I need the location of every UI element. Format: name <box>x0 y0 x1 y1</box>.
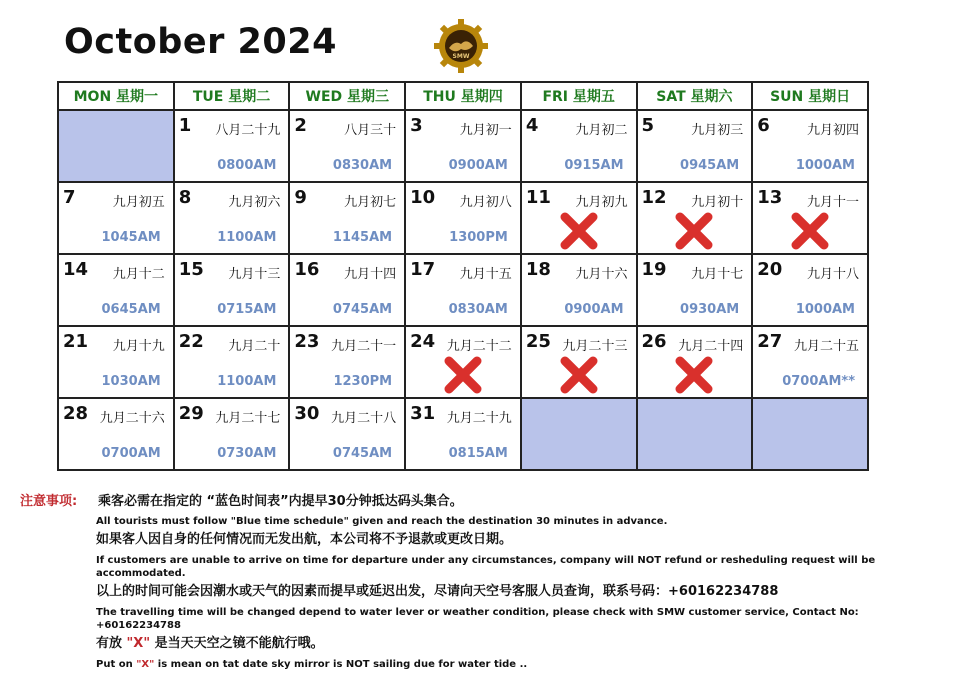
lunar-date: 九月初一 <box>459 123 512 138</box>
day-cell <box>174 254 290 326</box>
day-cell <box>752 182 868 254</box>
departure-time: 1000AM <box>795 158 855 173</box>
empty-day-cell <box>521 398 637 470</box>
departure-time: 0645AM <box>101 302 161 317</box>
departure-time: 1145AM <box>332 230 393 245</box>
day-cell <box>174 110 290 182</box>
lunar-date: 九月二十四 <box>678 339 744 354</box>
calendar-week-row <box>58 110 868 182</box>
day-cell <box>405 254 521 326</box>
note-line-8-post: is mean on tat date sky mirror is NOT sailing due for water tide .. <box>154 659 528 670</box>
departure-time: 0830AM <box>332 158 393 173</box>
lunar-date: 九月二十 <box>228 339 281 354</box>
lunar-date: 九月十三 <box>228 267 281 282</box>
lunar-date: 九月二十八 <box>331 411 397 426</box>
calendar-week-row <box>58 182 868 254</box>
day-cell <box>637 254 753 326</box>
day-number: 20 <box>757 259 783 280</box>
note-line-7-x: "X" <box>126 636 151 651</box>
empty-day-cell <box>58 110 174 182</box>
weekday-header-0: MON 星期一 <box>58 82 174 110</box>
departure-time: 1100AM <box>217 374 277 389</box>
lunar-date: 九月初七 <box>344 195 397 210</box>
day-cell <box>752 110 868 182</box>
day-cell <box>521 182 637 254</box>
empty-day-cell <box>637 398 753 470</box>
day-number: 31 <box>410 403 436 424</box>
day-number: 23 <box>294 331 320 352</box>
departure-time: 1030AM <box>101 374 161 389</box>
cancelled-x-icon <box>559 355 599 395</box>
lunar-date: 九月十五 <box>459 267 512 282</box>
departure-time: 1100AM <box>217 230 277 245</box>
day-number: 11 <box>525 187 551 208</box>
day-number: 17 <box>410 259 436 280</box>
note-line-1: 乘客必需在指定的 “蓝色时间表”内提早30分钟抵达码头集合。 <box>98 494 463 509</box>
logo-text: SMW <box>452 53 470 60</box>
day-number: 19 <box>641 259 667 280</box>
note-line-8-x: "X" <box>136 659 155 670</box>
day-number: 2 <box>294 115 307 136</box>
lunar-date: 九月初九 <box>575 195 628 210</box>
day-cell <box>58 254 174 326</box>
calendar-week-row <box>58 326 868 398</box>
day-number: 5 <box>641 115 655 136</box>
calendar-table <box>57 81 869 471</box>
day-number: 15 <box>178 259 204 280</box>
departure-time: 0700AM <box>101 446 161 461</box>
lunar-date: 九月二十七 <box>215 411 281 426</box>
smw-gear-logo-icon <box>433 18 489 74</box>
empty-day-cell <box>752 398 868 470</box>
cancelled-x-icon <box>674 355 714 395</box>
day-number: 3 <box>410 115 423 136</box>
weekday-header-2: WED 星期三 <box>289 82 405 110</box>
departure-time: 0830AM <box>448 302 508 317</box>
lunar-date: 九月初六 <box>228 195 281 210</box>
lunar-date: 九月二十六 <box>99 411 165 426</box>
notes-section <box>20 490 940 671</box>
day-number: 16 <box>294 259 320 280</box>
day-number: 27 <box>757 331 783 352</box>
day-number: 28 <box>63 403 89 424</box>
departure-time: 0745AM <box>332 302 393 317</box>
lunar-date: 八月二十九 <box>215 123 281 138</box>
note-line-7-post: 是当天天空之镜不能航行哦。 <box>150 636 324 651</box>
calendar-week-row <box>58 254 868 326</box>
departure-time: 1300PM <box>449 230 508 245</box>
lunar-date: 九月十四 <box>344 267 397 282</box>
calendar-body <box>58 110 868 470</box>
day-number: 10 <box>410 187 436 208</box>
note-line-5: 以上的时间可能会因潮水或天气的因素而提早或延迟出发，尽请向天空号客服人员查询，联系号码：+60162234788 <box>96 584 779 599</box>
lunar-date: 九月二十二 <box>446 339 512 354</box>
day-cell <box>405 398 521 470</box>
lunar-date: 九月二十九 <box>446 411 512 426</box>
weekday-header-4: FRI 星期五 <box>521 82 637 110</box>
day-cell <box>174 398 290 470</box>
day-number: 18 <box>525 259 551 280</box>
lunar-date: 九月十一 <box>806 195 859 210</box>
lunar-date: 九月初二 <box>575 123 628 138</box>
lunar-date: 九月十九 <box>112 339 165 354</box>
day-cell <box>174 326 290 398</box>
day-cell <box>58 182 174 254</box>
weekday-header-row <box>58 82 868 110</box>
note-line-6: The travelling time will be changed depend to water lever or weather condition, please check with SMW customer service, Contact No: +60162234788 <box>96 607 859 631</box>
lunar-date: 九月二十五 <box>793 339 859 354</box>
day-number: 12 <box>641 187 667 208</box>
cancelled-x-icon <box>443 355 483 395</box>
notes-label: 注意事项: <box>20 494 78 509</box>
departure-time: 0900AM <box>564 302 624 317</box>
departure-time: 0700AM** <box>782 374 855 389</box>
note-line-8-pre: Put on <box>96 659 137 670</box>
lunar-date: 九月初三 <box>691 123 744 138</box>
day-number: 30 <box>294 403 320 424</box>
day-cell <box>752 326 868 398</box>
lunar-date: 九月初十 <box>691 195 744 210</box>
lunar-date: 九月十二 <box>112 267 165 282</box>
note-line-7 <box>96 636 940 652</box>
day-number: 24 <box>410 331 436 352</box>
day-cell <box>405 326 521 398</box>
weekday-header-5: SAT 星期六 <box>637 82 753 110</box>
day-cell <box>521 254 637 326</box>
cancelled-x-icon <box>674 211 714 251</box>
day-cell <box>289 398 405 470</box>
note-line-3: 如果客人因自身的任何情况而无发出航，本公司将不予退款或更改日期。 <box>96 532 513 547</box>
lunar-date: 九月初五 <box>112 195 165 210</box>
lunar-date: 九月十七 <box>691 267 744 282</box>
departure-time: 0900AM <box>448 158 508 173</box>
lunar-date: 九月初四 <box>806 123 859 138</box>
note-line-8 <box>96 658 940 671</box>
departure-time: 0715AM <box>217 302 277 317</box>
day-number: 7 <box>63 187 76 208</box>
note-line-2: All tourists must follow "Blue time schedule" given and reach the destination 30 minutes in advance. <box>96 516 668 527</box>
departure-time: 1045AM <box>101 230 161 245</box>
departure-time: 1230PM <box>333 374 393 389</box>
weekday-header-6: SUN 星期日 <box>752 82 868 110</box>
departure-time: 0945AM <box>680 158 740 173</box>
day-number: 6 <box>757 115 770 136</box>
day-cell <box>405 182 521 254</box>
departure-time: 0930AM <box>680 302 740 317</box>
day-cell <box>521 326 637 398</box>
day-number: 13 <box>757 187 783 208</box>
cancelled-x-icon <box>790 211 830 251</box>
note-line-4: If customers are unable to arrive on time for departure under any circumstances, company will NOT refund or resheduling request will be accommodated. <box>96 555 876 579</box>
day-cell <box>752 254 868 326</box>
day-cell <box>58 398 174 470</box>
day-number: 1 <box>178 115 192 136</box>
month-title: October 2024 <box>64 22 337 62</box>
day-number: 4 <box>525 115 539 136</box>
departure-time: 0815AM <box>448 446 508 461</box>
day-number: 26 <box>641 331 667 352</box>
lunar-date: 九月二十一 <box>331 339 397 354</box>
weekday-header-3: THU 星期四 <box>405 82 521 110</box>
day-cell <box>637 326 753 398</box>
day-cell <box>637 182 753 254</box>
day-cell <box>289 110 405 182</box>
departure-time: 0745AM <box>332 446 393 461</box>
calendar-week-row <box>58 398 868 470</box>
day-cell <box>289 182 405 254</box>
day-cell <box>58 326 174 398</box>
day-number: 22 <box>178 331 204 352</box>
day-cell <box>405 110 521 182</box>
day-number: 8 <box>178 187 192 208</box>
lunar-date: 九月初八 <box>459 195 512 210</box>
departure-time: 0730AM <box>217 446 277 461</box>
weekday-header-1: TUE 星期二 <box>174 82 290 110</box>
lunar-date: 九月十六 <box>575 267 628 282</box>
day-cell <box>521 110 637 182</box>
lunar-date: 九月十八 <box>806 267 859 282</box>
departure-time: 1000AM <box>795 302 855 317</box>
day-cell <box>289 326 405 398</box>
day-cell <box>174 182 290 254</box>
day-cell <box>289 254 405 326</box>
day-number: 25 <box>525 331 551 352</box>
departure-time: 0800AM <box>217 158 277 173</box>
day-number: 9 <box>294 187 307 208</box>
departure-time: 0915AM <box>564 158 624 173</box>
lunar-date: 九月二十三 <box>562 339 628 354</box>
day-number: 29 <box>178 403 204 424</box>
day-number: 14 <box>63 259 89 280</box>
note-line-7-pre: 有放 <box>96 636 127 651</box>
cancelled-x-icon <box>559 211 599 251</box>
day-number: 21 <box>63 331 89 352</box>
day-cell <box>637 110 753 182</box>
lunar-date: 八月三十 <box>344 123 397 138</box>
